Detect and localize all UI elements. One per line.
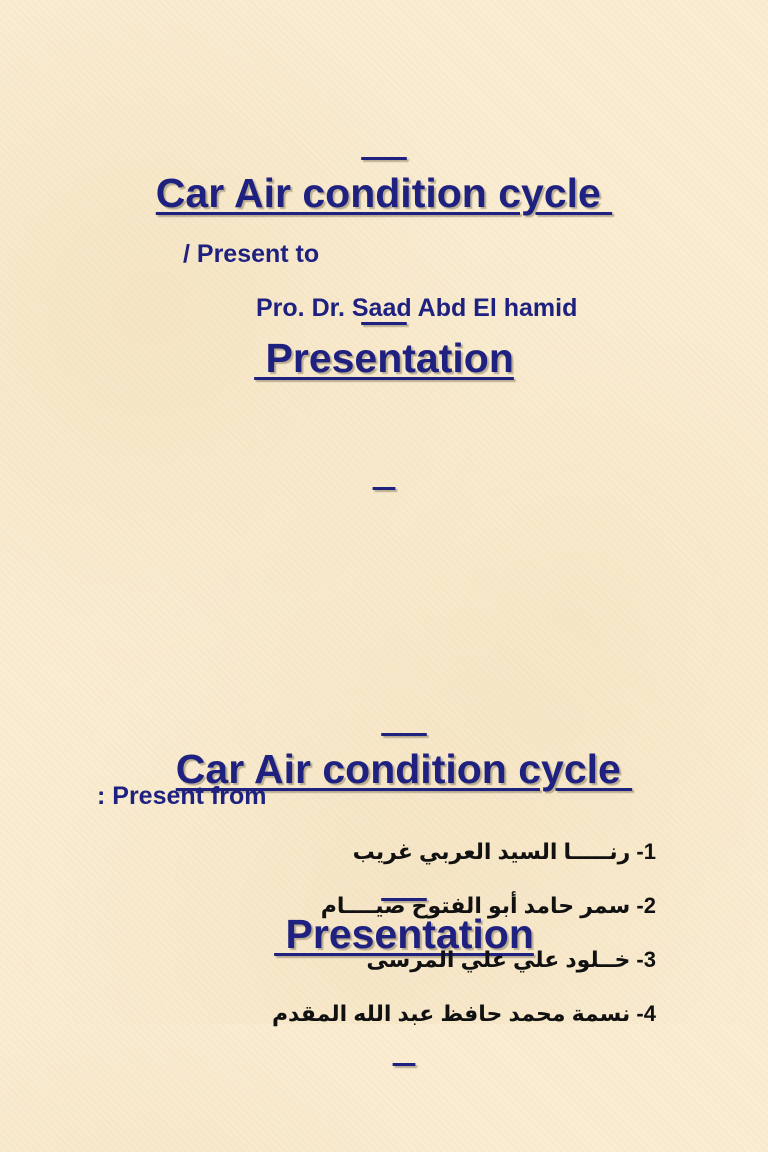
presenter-name: Pro. Dr. Saad Abd El hamid bbox=[256, 294, 578, 322]
team-member-3: 3- خــلود علي علي المرسى bbox=[366, 947, 656, 972]
slide-2 bbox=[0, 576, 768, 1152]
slide-1-title-line-2: Presentation bbox=[254, 335, 514, 381]
slide-2-title-line-1: Car Air condition cycle bbox=[175, 746, 633, 792]
slide-1-title-line-1: Car Air condition cycle bbox=[155, 170, 613, 216]
team-member-1: 1- رنـــــا السيد العربي غريب bbox=[352, 839, 656, 864]
slide-2-title-line-2: Presentation bbox=[274, 911, 534, 957]
team-member-4: 4- نسمة محمد حافظ عبد الله المقدم bbox=[271, 1001, 656, 1026]
slide-1-title bbox=[0, 56, 768, 496]
present-from-label: : Present from bbox=[97, 782, 267, 810]
team-member-2: 2- سمر حامد أبو الفتوح صيــــام bbox=[320, 893, 656, 918]
present-to-label: / Present to bbox=[183, 240, 320, 268]
